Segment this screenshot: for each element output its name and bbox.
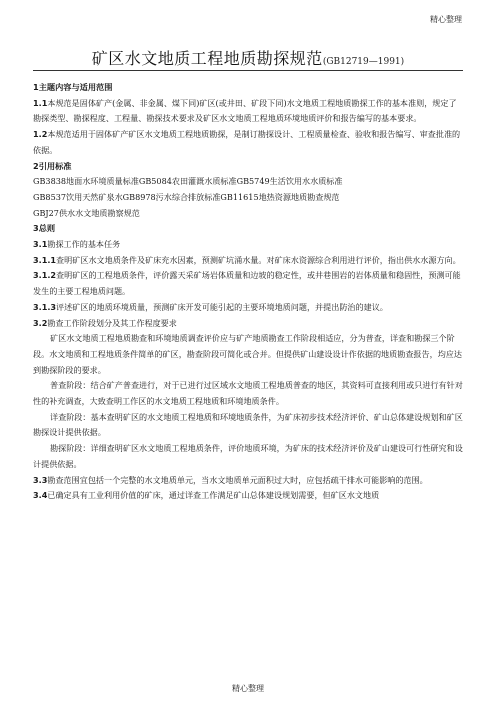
clause-number: 3.1	[33, 239, 48, 250]
clause-number: 1.2	[33, 129, 48, 140]
clause-text: 查明矿区的工程地质条件，评价露天采矿场岩体质量和边坡的稳定性，或井巷围岩的岩体质量和稳固性，预测可能发生的主要工程地质问题。	[33, 270, 461, 297]
document-body	[33, 80, 463, 504]
footer-note: 精心整理	[232, 684, 264, 693]
clause-text: 勘探工作的基本任务	[47, 239, 121, 250]
clause-1-2	[33, 127, 463, 158]
body-paragraph: 详查阶段：基本查明矿区的水文地质工程地质和环境地质条件，为矿床初步技术经济评价、矿山总体建设规划和矿区勘探设计提供依据。	[33, 411, 463, 438]
clause-3-1-3	[33, 300, 463, 316]
section-2-heading: 2引用标准	[33, 160, 72, 171]
header-note: 精心整理	[430, 15, 462, 24]
clause-number: 3.4	[33, 490, 48, 501]
body-paragraph: 普查阶段：结合矿产普查进行，对于已进行过区域水文地质工程地质普查的地区，其资料可直接利用或只进行有针对性的补充调查，大致查明工作区的水文地质工程地质和环境地质条件。	[33, 380, 463, 407]
clause-text: 本规范适用于固体矿产矿区水文地质工程地质勘探，是制订勘探设计、工程质量检查、验收和报告编写、审查批准的依据。	[33, 129, 461, 155]
clause-3-2	[33, 316, 463, 332]
clause-1-1	[33, 96, 463, 127]
standards-line: GB3838地面水环境质量标准GB5084农田灌溉水质标准GB5749生活饮用水水质标准	[33, 176, 343, 187]
clause-text: 勘查范围宜包括一个完整的水文地质单元，当水文地质单元面积过大时，应包括疏干排水可能影响的范围。	[47, 474, 428, 485]
standards-line: GB8537饮用天然矿泉水GB8978污水综合排放标准GB11615地热资源地质勘查规范	[33, 191, 340, 202]
body-paragraph: 矿区水文地质工程地质勘查和环境地质调查评价应与矿产地质勘查工作阶段相适应，分为普查，详查和勘探三个阶段。水文地质和工程地质条件简单的矿区，勘查阶段可简化或合并。但提供矿山建设设计作依据的地质勘查报告，均应达到勘探阶段的要求。	[33, 333, 462, 375]
section-1-heading: 1主题内容与适用范围	[33, 82, 113, 92]
section-3-heading: 3总则	[33, 223, 56, 234]
clause-3-3	[33, 473, 463, 489]
clause-number: 3.1.3	[33, 301, 57, 312]
clause-number: 3.2	[33, 317, 48, 328]
clause-text: 评述矿区的地质环境质量，预测矿床开发可能引起的主要环境地质问题，并提出防治的建议。	[56, 301, 388, 312]
title-standard-code: (GB12719—1991)	[322, 57, 405, 67]
clause-3-1	[33, 237, 463, 253]
clause-3-4	[33, 488, 463, 504]
body-paragraph: 勘探阶段：详细查明矿区水文地质工程地质条件，评价地质环境，为矿床的技术经济评价及矿山建设可行性研究和设计提供依据。	[33, 443, 463, 469]
clause-number: 3.1.1	[33, 254, 57, 265]
document-title	[33, 46, 463, 71]
clause-text: 查明矿区水文地质条件及矿床充水因素，预测矿坑涌水量。对矿床水资源综合利用进行评价，指出供水水源方向。	[56, 254, 461, 265]
clause-number: 1.1	[33, 97, 48, 108]
clause-3-1-2	[33, 268, 463, 299]
clause-text: 已确定具有工业利用价值的矿床，通过详查工作满足矿山总体建设规划需要，但矿区水文地质	[47, 490, 380, 501]
clause-text: 本规范是固体矿产(金属、非金属、煤下同)矿区(或井田、矿段下同)水文地质工程地质勘探工作的基本准则，规定了勘探类型、勘探程度、工程量、勘探技术要求及矿区水文地质工程地质环境地质评价和报告编写的基本要求。	[33, 97, 457, 124]
clause-number: 3.3	[33, 474, 48, 485]
standards-line: GBJ27供水水文地质勘察规范	[33, 207, 140, 218]
clause-3-1-1	[33, 253, 463, 269]
clause-number: 3.1.2	[33, 270, 57, 281]
clause-text: 勘查工作阶段划分及其工作程度要求	[47, 317, 177, 328]
title-main: 矿区水文地质工程地质勘探规范	[91, 49, 323, 68]
